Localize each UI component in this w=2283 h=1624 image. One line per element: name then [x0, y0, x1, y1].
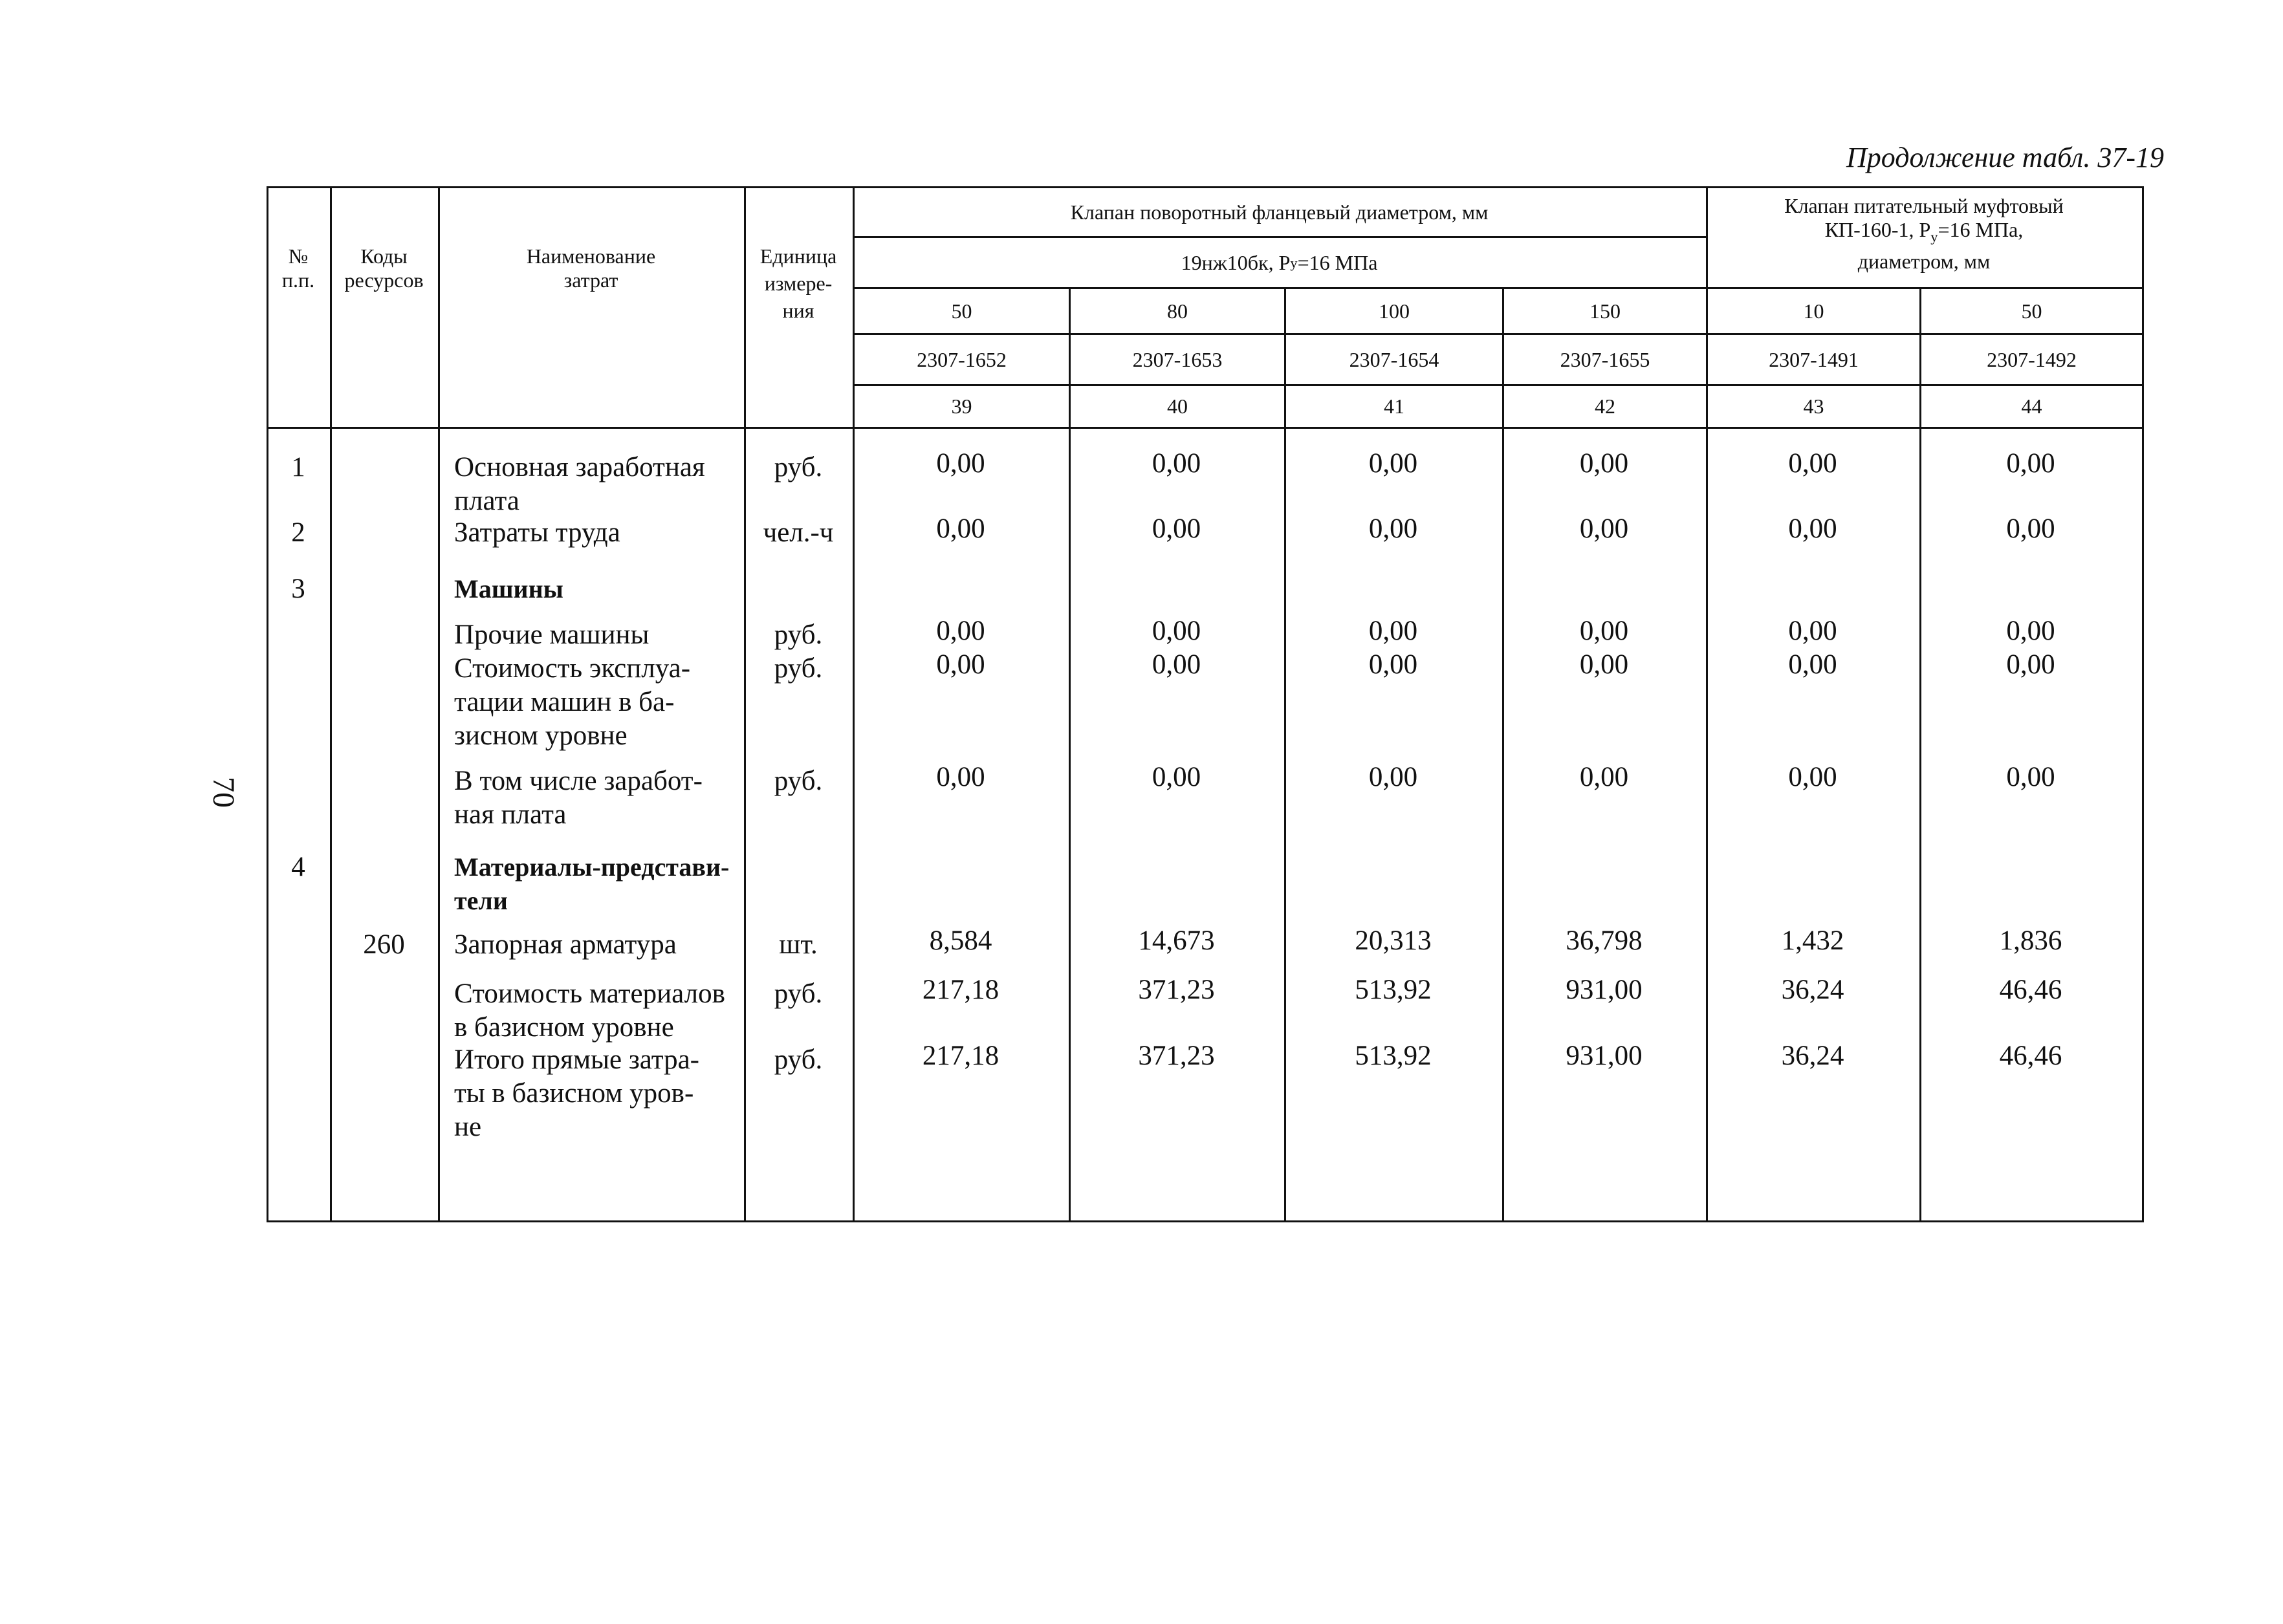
group2-title-line3: диаметром, мм [1857, 250, 1991, 273]
row-unit: чел.-ч [763, 517, 834, 548]
unit-header-line2: измере- [764, 272, 833, 295]
column-number-cell: 41 [1384, 395, 1404, 418]
row-value: 46,46 [1999, 975, 2062, 1005]
group1-subtitle-subscript: у [1290, 254, 1298, 271]
row-name-line: не [454, 1112, 482, 1142]
column-divider [438, 186, 440, 1220]
codes-header-line2: ресурсов [344, 268, 424, 292]
group1-subtitle [853, 238, 1706, 287]
row-name-line: Машины [454, 574, 563, 603]
row-value: 0,00 [1579, 514, 1629, 544]
row-value: 0,00 [1579, 616, 1629, 646]
row-value: 46,46 [1999, 1041, 2062, 1071]
diameter-cell: 50 [2021, 299, 2042, 323]
row-value: 36,24 [1781, 1041, 1844, 1071]
group1-title: Клапан поворотный фланцевый диаметром, мм [1070, 200, 1489, 224]
row-name-line: Стоимость эксплуа- [454, 653, 691, 684]
row-unit: руб. [774, 766, 823, 796]
resource-code-cell: 2307-1653 [1132, 347, 1223, 371]
codes-header-line1: Коды [360, 244, 408, 268]
row-value: 0,00 [1579, 448, 1629, 479]
row-value: 0,00 [1788, 448, 1837, 479]
row-value: 217,18 [922, 1041, 999, 1071]
resource-code-cell: 2307-1652 [917, 347, 1007, 371]
row-value: 1,836 [1999, 926, 2062, 956]
group2-title-line2 [1706, 218, 2142, 245]
row-resource-code: 260 [363, 929, 405, 960]
row-value: 0,00 [2006, 649, 2055, 680]
group2-title-line2-subscript: у [1930, 228, 1938, 245]
row-value: 0,00 [1368, 762, 1418, 792]
column-number-cell: 40 [1167, 395, 1188, 418]
row-value: 1,432 [1781, 926, 1844, 956]
row-value: 0,00 [1152, 649, 1201, 680]
row-unit: шт. [779, 929, 818, 960]
diameter-cell: 10 [1803, 299, 1824, 323]
row-number: 4 [291, 852, 305, 882]
num-header-line2: п.п. [281, 268, 315, 292]
resource-code-cell: 2307-1491 [1769, 347, 1859, 371]
row-number: 3 [291, 574, 305, 604]
row-value: 513,92 [1355, 1041, 1432, 1071]
group1-subtitle-text: =16 МПа [1297, 250, 1378, 274]
row-value: 0,00 [1152, 762, 1201, 792]
row-value: 0,00 [2006, 616, 2055, 646]
row-value: 931,00 [1566, 975, 1643, 1005]
row-unit: руб. [774, 979, 823, 1009]
row-name-line: Затраты труда [454, 517, 620, 548]
row-value: 0,00 [1152, 514, 1201, 544]
row-name-line: Стоимость материалов [454, 979, 725, 1009]
row-value: 8,584 [929, 926, 992, 956]
resource-code-cell: 2307-1655 [1560, 347, 1650, 371]
name-header-line1: Наименование [526, 244, 656, 268]
row-name-line: В том числе заработ- [454, 766, 703, 796]
row-name-line: Прочие машины [454, 620, 650, 650]
row-number: 1 [291, 452, 305, 482]
row-name-line: плата [454, 486, 519, 516]
diameter-cell: 50 [951, 299, 972, 323]
row-value: 513,92 [1355, 975, 1432, 1005]
row-name-line: зисном уровне [454, 720, 628, 751]
row-value: 0,00 [936, 762, 985, 792]
row-name-line: Запорная арматура [454, 929, 677, 960]
row-value: 217,18 [922, 975, 999, 1005]
row-name-line: Материалы-представи- [454, 852, 730, 882]
row-value: 0,00 [1788, 616, 1837, 646]
column-number-cell: 42 [1595, 395, 1615, 418]
row-value: 371,23 [1138, 975, 1215, 1005]
column-number-cell: 39 [951, 395, 972, 418]
row-value: 931,00 [1566, 1041, 1643, 1071]
row-value: 0,00 [1579, 762, 1629, 792]
row-value: 0,00 [1368, 616, 1418, 646]
row-value: 0,00 [2006, 762, 2055, 792]
row-value: 0,00 [1368, 514, 1418, 544]
row-value: 0,00 [1368, 649, 1418, 680]
row-name-line: в базисном уровне [454, 1012, 674, 1043]
row-value: 0,00 [1579, 649, 1629, 680]
row-number: 2 [291, 517, 305, 548]
group1-subtitle-text: 19нж10бк, P [1181, 250, 1291, 274]
row-value: 0,00 [1788, 514, 1837, 544]
row-value: 0,00 [1152, 616, 1201, 646]
row-unit: руб. [774, 1045, 823, 1075]
resource-code-cell: 2307-1654 [1349, 347, 1439, 371]
column-divider [330, 186, 332, 1220]
row-unit: руб. [774, 620, 823, 650]
row-value: 0,00 [1788, 762, 1837, 792]
table-caption: Продолжение табл. 37-19 [1846, 142, 2164, 173]
group2-title-line1: Клапан питательный муфтовый [1784, 194, 2064, 217]
table-border-right [2142, 186, 2144, 1222]
row-value: 0,00 [1788, 649, 1837, 680]
row-value: 36,24 [1781, 975, 1844, 1005]
group2-title-line2-text: КП-160-1, P [1824, 218, 1931, 241]
row-name-line: Итого прямые затра- [454, 1045, 700, 1075]
row-value: 20,313 [1355, 926, 1432, 956]
row-unit: руб. [774, 452, 823, 482]
row-unit: руб. [774, 653, 823, 684]
row-value: 0,00 [1152, 448, 1201, 479]
row-name-line: тации машин в ба- [454, 687, 675, 717]
column-number-cell: 44 [2021, 395, 2042, 418]
table-border-bottom [267, 1220, 2144, 1222]
row-name-line: Основная заработная [454, 452, 705, 482]
diameter-cell: 100 [1379, 299, 1410, 323]
header-line-5 [267, 427, 2142, 429]
group2-title-line2-text: =16 МПа, [1938, 218, 2024, 241]
column-number-cell: 43 [1803, 395, 1824, 418]
row-value: 36,798 [1566, 926, 1643, 956]
row-value: 0,00 [936, 616, 985, 646]
row-value: 0,00 [936, 448, 985, 479]
name-header-line2: затрат [563, 268, 618, 292]
unit-header-line3: ния [782, 299, 814, 322]
row-name-line: ты в базисном уров- [454, 1078, 694, 1109]
row-value: 0,00 [2006, 448, 2055, 479]
row-value: 0,00 [1368, 448, 1418, 479]
row-value: 0,00 [936, 649, 985, 680]
num-header-line1: № [288, 244, 309, 268]
row-value: 0,00 [936, 514, 985, 544]
row-value: 14,673 [1138, 926, 1215, 956]
row-value: 0,00 [2006, 514, 2055, 544]
unit-header-line1: Единица [759, 244, 837, 268]
row-value: 371,23 [1138, 1041, 1215, 1071]
diameter-cell: 80 [1167, 299, 1188, 323]
table-border-left [267, 186, 268, 1222]
diameter-cell: 150 [1589, 299, 1621, 323]
row-name-line: тели [454, 886, 508, 915]
resource-code-cell: 2307-1492 [1987, 347, 2077, 371]
row-name-line: ная плата [454, 799, 567, 830]
page-number: 70 [206, 777, 241, 808]
